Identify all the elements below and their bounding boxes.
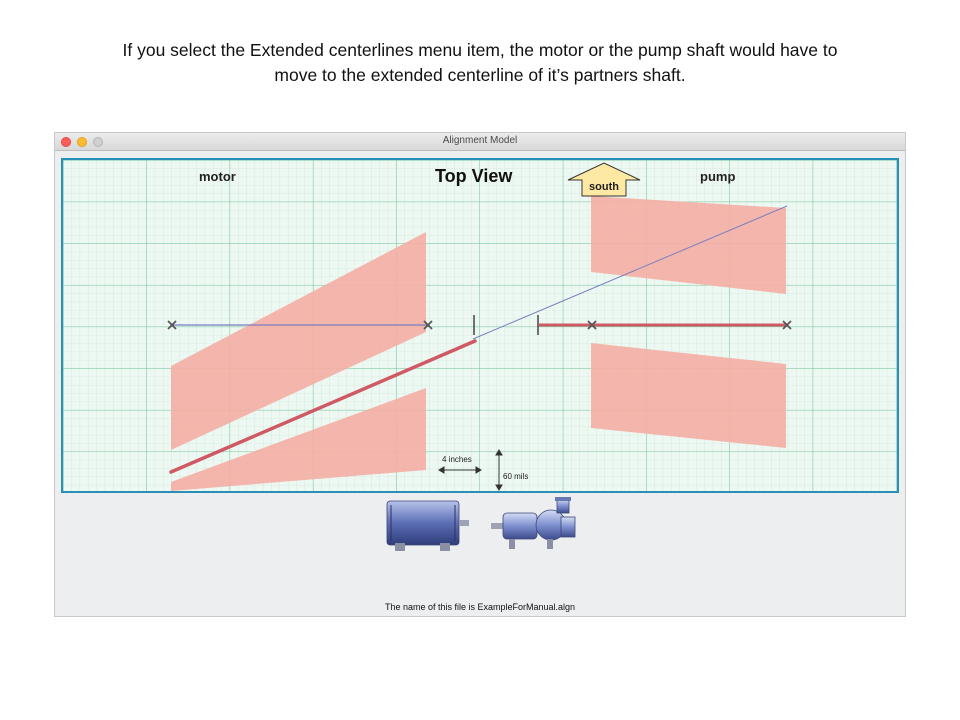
caption-line-2: move to the extended centerline of it’s partners shaft. [274, 65, 686, 85]
alignment-drawing [63, 160, 897, 491]
centrifugal-pump-icon [491, 497, 575, 549]
window-titlebar[interactable] [55, 133, 905, 151]
motor-label: motor [199, 169, 236, 184]
vertical-scale-label: 60 mils [503, 472, 529, 481]
caption-line-1: If you select the Extended centerlines menu item, the motor or the pump shaft would have to [122, 40, 838, 60]
electric-motor-icon [387, 501, 469, 551]
alignment-model-window [54, 132, 906, 617]
filename-status: The name of this file is ExampleForManual.algn [384, 602, 576, 612]
equipment-illustrations [55, 495, 907, 565]
top-view-canvas[interactable] [61, 158, 899, 493]
top-view-title: Top View [435, 166, 513, 186]
instruction-caption [0, 38, 960, 88]
horizontal-scale-label: 4 inches [442, 455, 472, 464]
south-label: south [589, 181, 619, 193]
pump-label: pump [700, 169, 736, 184]
window-title: Alignment Model [442, 135, 518, 146]
